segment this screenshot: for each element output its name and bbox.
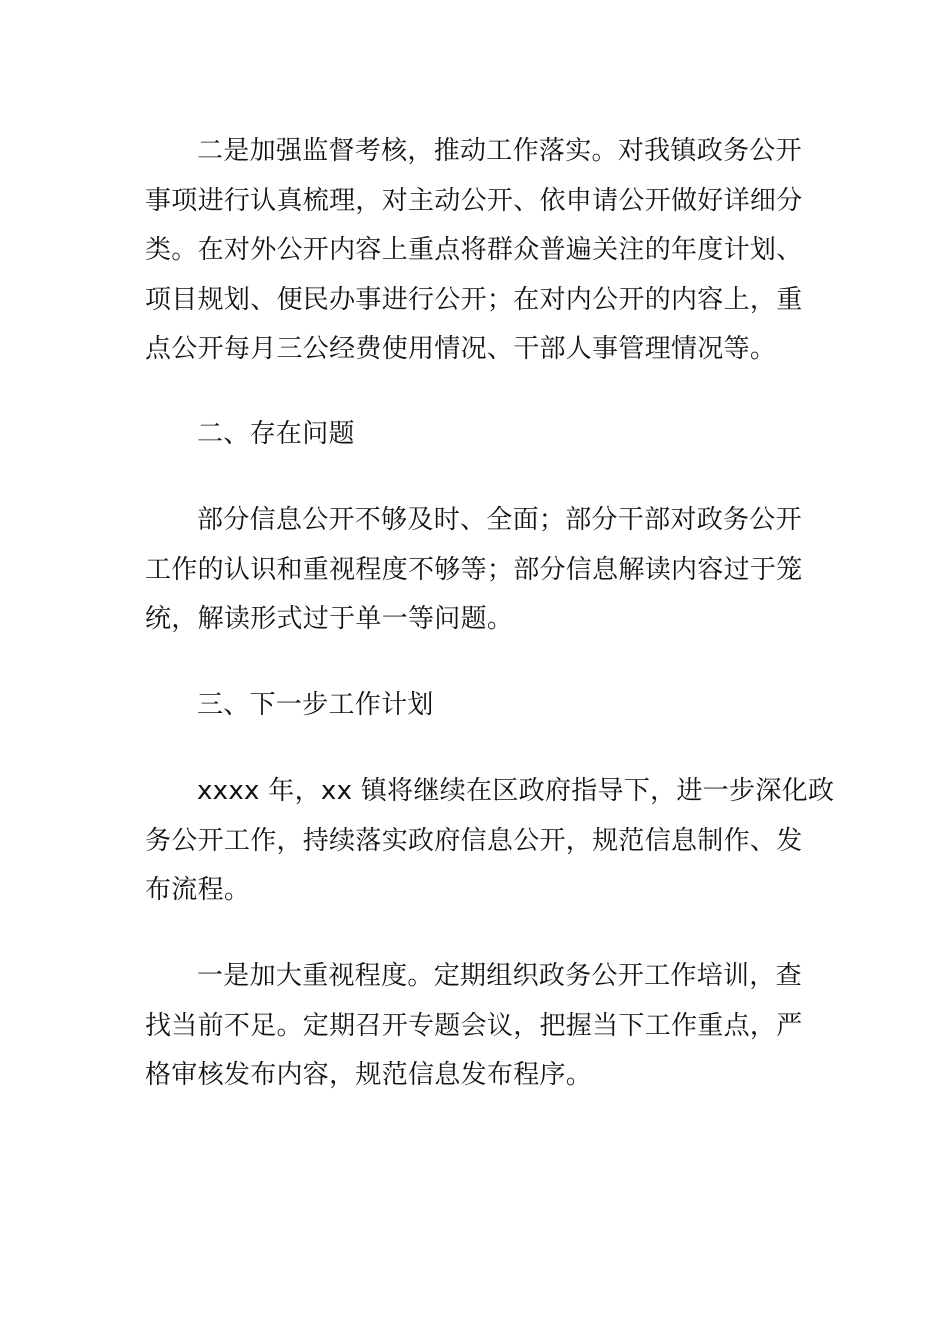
paragraph-line: 一是加大重视程度。定期组织政务公开工作培训，查 (197, 961, 802, 991)
paragraph-problems (145, 496, 810, 645)
section-heading-problems (145, 410, 810, 460)
paragraph-line: 类。在对外公开内容上重点将群众普遍关注的年度计划、 (145, 235, 803, 265)
paragraph-line: 统，解读形式过于单一等问题。 (145, 604, 514, 634)
paragraph-line: 点公开每月三公经费使用情况、干部人事管理情况等。 (145, 334, 777, 364)
paragraph-line: 项目规划、便民办事进行公开；在对内公开的内容上，重 (145, 284, 803, 315)
paragraph-line: 二是加强监督考核，推动工作落实。对我镇政务公开 (197, 136, 802, 166)
paragraph-line: 工作的认识和重视程度不够等；部分信息解读内容过于笼 (145, 554, 803, 585)
heading-text: 二、存在问题 (197, 419, 355, 449)
paragraph-line: xxxx 年，xx 镇将继续在区政府指导下，进一步深化政 (197, 776, 835, 806)
paragraph-line: 布流程。 (145, 875, 251, 905)
paragraph-importance (145, 952, 810, 1101)
section-heading-next-steps (145, 681, 810, 731)
paragraph-line: 格审核发布内容，规范信息发布程序。 (145, 1060, 593, 1090)
paragraph-line: 部分信息公开不够及时、全面；部分干部对政务公开 (197, 505, 802, 535)
paragraph-line: 事项进行认真梳理，对主动公开、依申请公开做好详细分 (145, 185, 803, 216)
paragraph-next-steps (145, 767, 835, 916)
paragraph-supervision (145, 127, 810, 375)
heading-text: 三、下一步工作计划 (197, 690, 434, 720)
paragraph-line: 务公开工作，持续落实政府信息公开，规范信息制作、发 (145, 825, 803, 856)
paragraph-line: 找当前不足。定期召开专题会议，把握当下工作重点，严 (145, 1010, 803, 1041)
